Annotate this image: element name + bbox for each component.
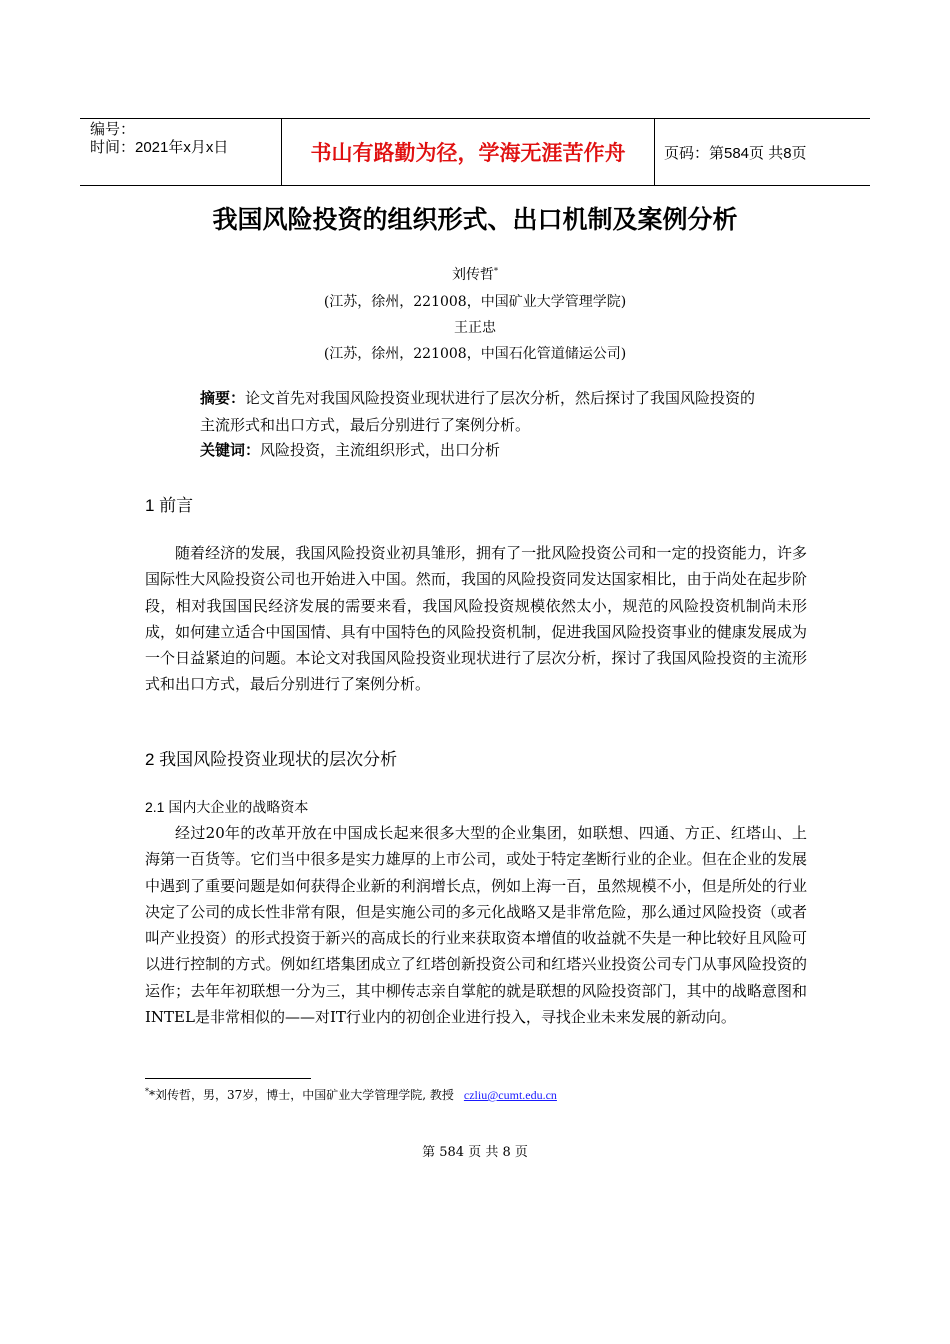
abstract-block xyxy=(200,385,760,439)
keywords-block xyxy=(200,437,760,464)
footnote-mark: * xyxy=(145,1087,149,1096)
footnote-text: *刘传哲，男，37岁，博士，中国矿业大学管理学院, 教授 xyxy=(149,1088,454,1102)
header-motto: 书山有路勤为径，学海无涯苦作舟 xyxy=(310,142,626,165)
section-1-heading: 1 前言 xyxy=(145,496,194,515)
author-1-footnote-mark: * xyxy=(494,266,498,276)
author-1: 刘传哲 xyxy=(452,267,494,283)
page-footer: 第 584 页 共 8 页 xyxy=(422,1145,528,1160)
abstract-text: 论文首先对我国风险投资业现状进行了层次分析，然后探讨了我国风险投资的主流形式和出口方式，最后分别进行了案例分析。 xyxy=(200,389,756,434)
keywords-text: 风险投资，主流组织形式，出口分析 xyxy=(260,441,501,459)
footnote-rule xyxy=(145,1078,311,1079)
abstract-label: 摘要： xyxy=(200,390,246,407)
footnote xyxy=(145,1086,557,1103)
section-2-1-heading: 2.1 国内大企业的战略资本 xyxy=(145,799,309,815)
header-page-label: 页码：第584页 共8页 xyxy=(664,144,807,162)
affiliation-2: (江苏，徐州，221008，中国石化管道储运公司) xyxy=(323,346,627,362)
header-meta xyxy=(90,121,228,157)
paper-title: 我国风险投资的组织形式、出口机制及案例分析 xyxy=(212,206,738,234)
author-2: 王正忠 xyxy=(454,320,496,336)
section-1-paragraph: 随着经济的发展，我国风险投资业初具雏形，拥有了一批风险投资公司和一定的投资能力，许多国际性大风险投资公司也开始进入中国。然而，我国的风险投资同发达国家相比，由于尚处在起步阶段，相对我国国民经济发展的需要来看，我国风险投资规模依然太小，规范的风险投资机制尚未形成，如何建立适合中国国情、具有中国特色的风险投资机制，促进我国风险投资事业的健康发展成为一个日益紧迫的问题。本论文对我国风险投资业现状进行了层次分析，探讨了我国风险投资的主流形式和出口方式，最后分别进行了案例分析。 xyxy=(145,544,807,694)
author-email-link[interactable]: czliu@cumt.edu.cn xyxy=(463,1088,557,1102)
section-2-1-paragraph: 经过20年的改革开放在中国成长起来很多大型的企业集团，如联想、四通、方正、红塔山、上海第一百货等。它们当中很多是实力雄厚的上市公司，或处于特定垄断行业的企业。但在企业的发展中遇到了重要问题是如何获得企业新的利润增长点，例如上海一百，虽然规模不小，但是所处的行业决定了公司的成长性非常有限，但是实施公司的多元化战略又是非常危险，那么通过风险投资（或者叫产业投资）的形式投资于新兴的高成长的行业来获取资本增值的收益就不失是一种比较好且风险可以进行控制的方式。例如红塔集团成立了红塔创新投资公司和红塔兴业投资公司专门从事风险投资的运作；去年年初联想一分为三，其中柳传志亲自掌舵的就是联想的风险投资部门，其中的战略意图和INTEL是非常相似的——对IT行业内的初创企业进行投入，寻找企业未来发展的新动向。 xyxy=(145,824,807,1027)
keywords-label: 关键词： xyxy=(200,442,261,459)
code-label: 编号： xyxy=(90,121,136,138)
section-2-heading: 2 我国风险投资业现状的层次分析 xyxy=(145,750,398,769)
author-line-1 xyxy=(0,264,950,284)
time-label: 时间：2021年x月x日 xyxy=(90,139,229,156)
document-header xyxy=(80,118,870,186)
header-divider xyxy=(654,119,655,185)
header-divider xyxy=(281,119,282,185)
affiliation-1: (江苏，徐州，221008，中国矿业大学管理学院) xyxy=(323,294,627,310)
